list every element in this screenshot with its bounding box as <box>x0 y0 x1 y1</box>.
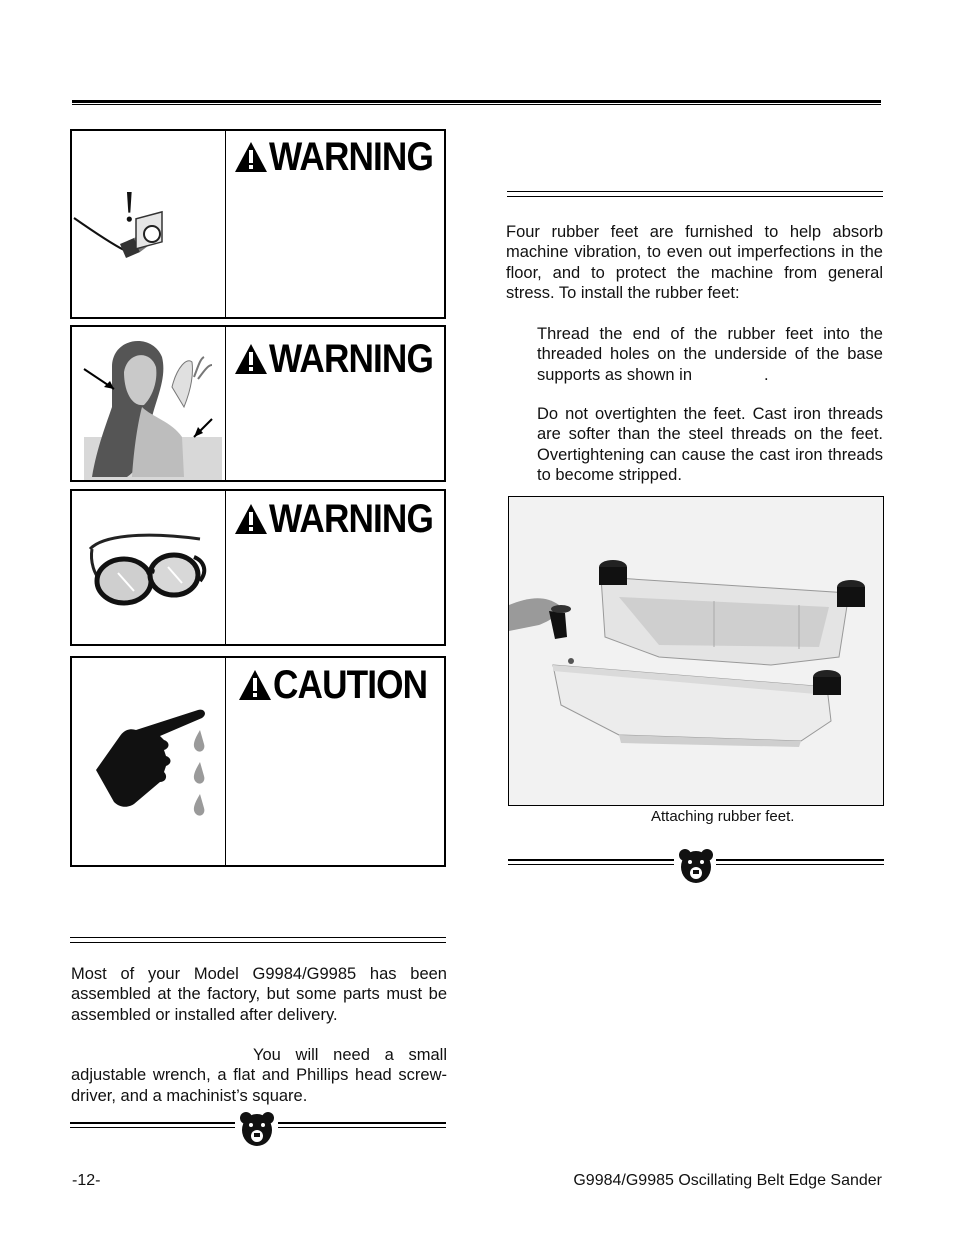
header-rule <box>72 100 881 105</box>
warning-banner <box>234 499 455 539</box>
warning-banner <box>234 137 455 177</box>
bear-logo-icon <box>677 847 715 885</box>
plug-outlet-icon <box>72 176 222 276</box>
caution-banner <box>238 665 448 705</box>
long-hair-icon <box>72 327 224 480</box>
setup-tools-paragraph <box>71 1045 447 1106</box>
warning-triangle-icon <box>234 141 268 173</box>
dripping-finger-icon <box>90 706 220 826</box>
page-number: -12- <box>72 1172 101 1189</box>
warning-banner <box>234 339 455 379</box>
warning-label: WARNING <box>269 337 433 381</box>
warning-box-eye-protection <box>70 489 446 646</box>
section-rule-rubber-feet <box>507 191 883 197</box>
step-2-text: Do not overtighten the feet. Cast iron threads are softer than the steel threads on the feet. Overtightening can cause the cast iron threads to become stripped. <box>537 405 883 485</box>
rubber-feet-intro: Four rubber feet are furnished to help absorb machine vibration, to even out imperfections in the floor, and to protect the machine from general stress. To install the rubber feet: <box>506 223 883 303</box>
safety-glasses-icon <box>82 521 217 611</box>
exclamation-mark: ! <box>122 182 137 231</box>
warning-box-electrical <box>70 129 446 319</box>
caution-label: CAUTION <box>273 663 428 707</box>
figure-caption: Attaching rubber feet. <box>651 808 795 825</box>
rubber-feet-photo <box>508 496 884 806</box>
warning-box-hair <box>70 325 446 482</box>
caution-box-hot-surface <box>70 656 446 867</box>
step-1-body: Thread the end of the rubber feet into the threaded holes on the underside of the base supports as shown in <box>537 325 883 384</box>
warning-label: WARNING <box>269 497 433 541</box>
warning-triangle-icon <box>238 669 272 701</box>
warning-label: WARNING <box>269 135 433 179</box>
step-1-end: . <box>764 365 769 384</box>
document-title: G9984/G9985 Oscillating Belt Edge Sander <box>573 1172 882 1189</box>
warning-triangle-icon <box>234 503 268 535</box>
tools-text: You will need a small adjustable wrench, a flat and Phillips head screw-driver, and a machinist’s square. <box>71 1046 447 1105</box>
warning-triangle-icon <box>234 343 268 375</box>
section-rule-setup <box>70 937 446 943</box>
step-1-text <box>537 324 883 385</box>
bear-logo-icon <box>238 1110 276 1148</box>
setup-intro-paragraph: Most of your Model G9984/G9985 has been assembled at the factory, but some parts must be assembled or installed after delivery. <box>71 965 447 1024</box>
